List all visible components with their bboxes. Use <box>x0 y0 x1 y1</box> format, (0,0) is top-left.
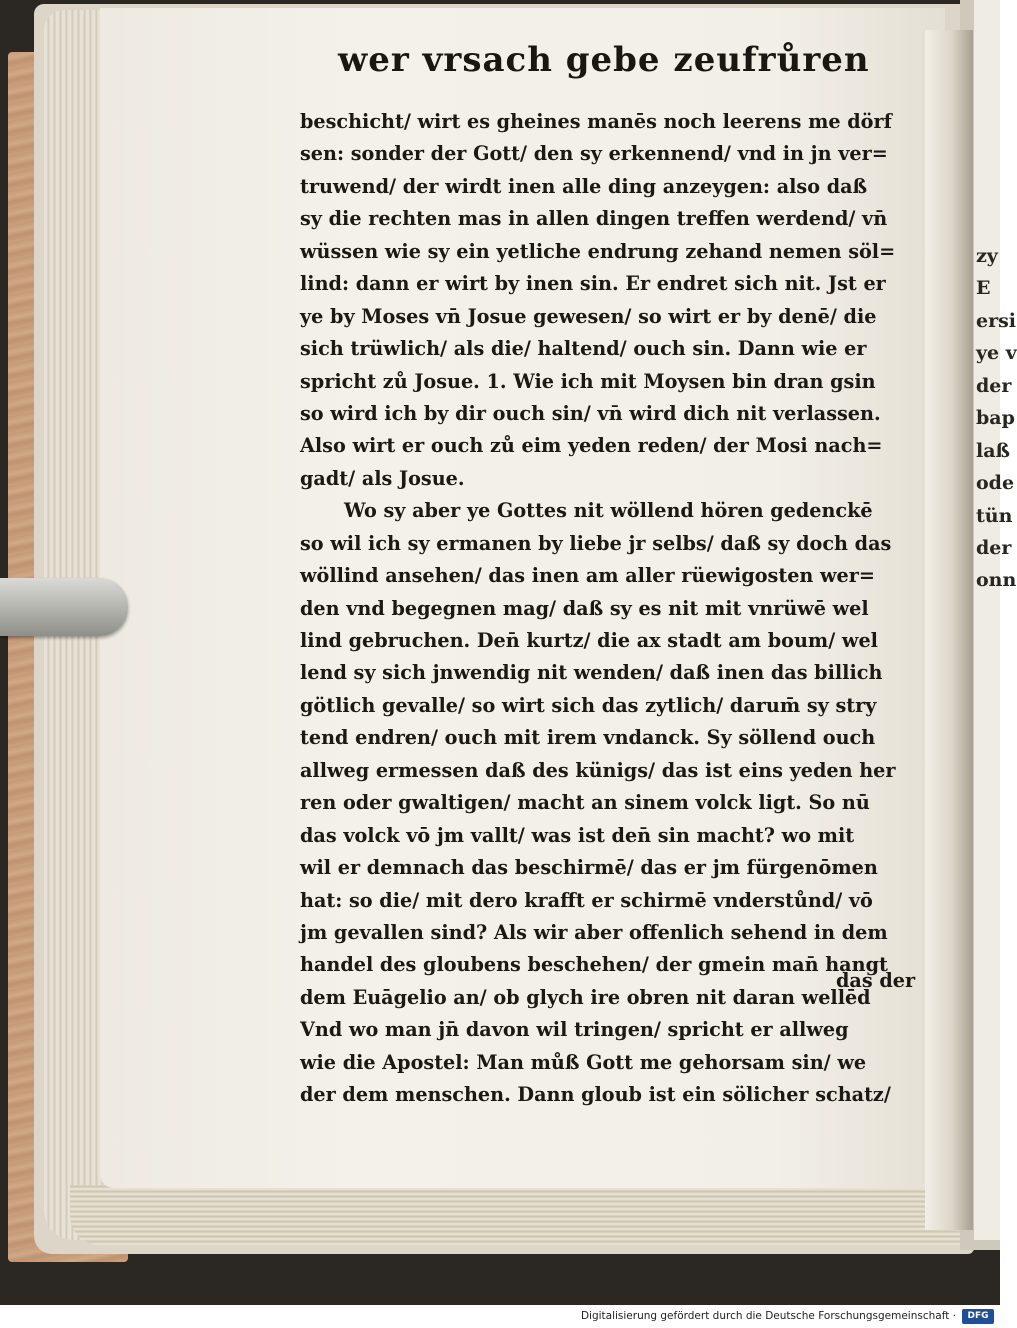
text-line: der dem menschen. Dann gloub ist ein sölicher schatz/ <box>300 1083 891 1107</box>
text-line: ren oder gwaltigen/ macht an sinem volck ligt. So nū <box>300 791 870 815</box>
facing-page-fragment: onn <box>976 569 1017 592</box>
body-text <box>300 106 910 1112</box>
text-line: wöllind ansehen/ das inen am aller rüewigosten wer= <box>300 564 875 588</box>
text-line: wie die Apostel: Man můß Gott me gehorsam sin/ we <box>300 1050 867 1074</box>
text-line: sen: sonder der Gott/ den sy erkennend/ vnd in jn ver= <box>300 142 888 166</box>
text-line: hat: so die/ mit dero krafft er schirmē vnderstůnd/ vō <box>300 888 873 912</box>
text-line: allweg ermessen daß des künigs/ das ist eins yeden her <box>300 758 896 782</box>
text-line: beschicht/ wirt es gheines manēs noch leerens me dörf <box>300 110 892 133</box>
page-edge-bottom <box>70 1185 975 1245</box>
facing-page-fragment: der <box>976 374 1012 397</box>
text-line: lind gebruchen. Den̄ kurtz/ die ax stadt am boum/ wel <box>300 629 878 652</box>
facing-page <box>974 0 1017 1240</box>
facing-page-fragment: tün <box>976 504 1013 527</box>
text-line: jm gevallen sind? Als wir aber offenlich sehend in dem <box>300 920 888 944</box>
running-head: wer vrsach gebe zeufrůren <box>338 40 870 80</box>
text-line: tend endren/ ouch mit irem vndanck. Sy söllend ouch <box>300 726 876 750</box>
dfg-logo: DFG <box>962 1309 994 1324</box>
text-line: so wil ich sy ermanen by liebe jr selbs/ daß sy doch das <box>300 531 892 555</box>
dfg-credit-text: Digitalisierung gefördert durch die Deutsche Forschungsgemeinschaft · <box>580 1310 956 1322</box>
facing-page-fragment: ye v <box>976 342 1017 365</box>
paragraph-start-line: Wo sy aber ye Gottes nit wöllend hören gedenckē <box>344 499 873 523</box>
text-line: ye by Moses vn̄ Josue gewesen/ so wirt er by denē/ die <box>300 304 877 328</box>
facing-page-fragment: laß <box>976 439 1010 462</box>
book-gutter <box>925 30 973 1230</box>
text-line: lind: dann er wirt by inen sin. Er endret sich nit. Jst er <box>300 272 886 296</box>
text-line: lend sy sich jnwendig nit wenden/ daß inen das billich <box>300 661 883 685</box>
text-line: das volck vō jm vallt/ was ist den̄ sin macht? wo mit <box>300 823 855 847</box>
text-line: so wird ich by dir ouch sin/ vn̄ wird dich nit verlassen. <box>300 401 881 425</box>
facing-page-fragment: ersi <box>976 309 1017 332</box>
text-line: truwend/ der wirdt inen alle ding anzeygen: also daß <box>300 174 868 198</box>
text-line: gadt/ als Josue. <box>300 466 465 490</box>
text-line: wil er demnach das beschirmē/ das er jm fürgenōmen <box>300 856 878 880</box>
catchword: das der <box>836 969 916 992</box>
facing-page-fragment: bap <box>976 407 1015 430</box>
facing-page-fragment: zy <box>976 245 998 267</box>
facing-page-fragment: der <box>976 536 1012 559</box>
text-line: sy die rechten mas in allen dingen treffen werdend/ vn̄ <box>300 207 888 231</box>
text-line: Also wirt er ouch zů eim yeden reden/ der Mosi nach= <box>300 434 883 458</box>
footer <box>0 1305 1000 1328</box>
bookmark-clip <box>0 578 128 636</box>
text-line: den vnd begegnen mag/ daß sy es nit mit vnrüwē wel <box>300 596 869 620</box>
text-line: götlich gevalle/ so wirt sich das zytlich/ darum̄ sy stry <box>300 693 877 717</box>
text-line: handel des gloubens beschehen/ der gmein man̄ hangt <box>300 953 888 977</box>
text-line: dem Euāgelio an/ ob glych ire obren nit daran wellēd <box>300 985 871 1009</box>
facing-page-fragment: ode <box>976 472 1015 495</box>
text-line: Vnd wo man jn̄ davon wil tringen/ spricht er allweg <box>300 1018 849 1042</box>
text-line: spricht zů Josue. 1. Wie ich mit Moysen bin dran gsin <box>300 369 876 393</box>
text-line: wüssen wie sy ein yetliche endrung zehand nemen söl= <box>300 239 896 263</box>
facing-page-text <box>976 240 1017 597</box>
facing-page-fragment: E <box>976 277 991 300</box>
text-line: sich trüwlich/ als die/ haltend/ ouch sin. Dann wie er <box>300 337 867 361</box>
